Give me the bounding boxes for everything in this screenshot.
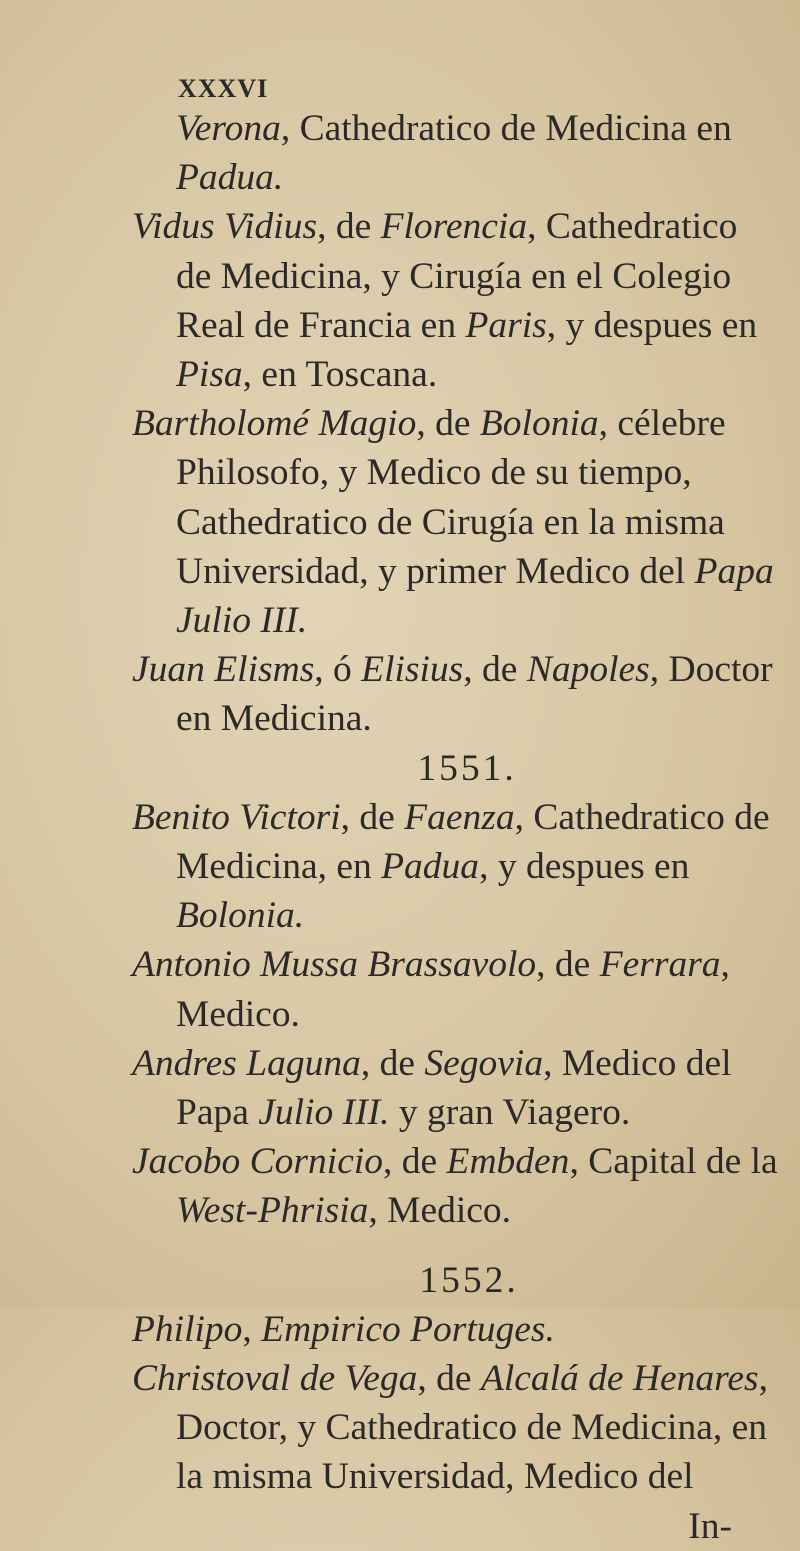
catchword: In- — [688, 1505, 732, 1547]
entry-jacobo: Jacobo Cornicio, de Embden, Capital de la West-Phrisia, Medico. — [132, 1141, 778, 1232]
year-heading-1552: 1552. — [419, 1259, 519, 1301]
page-number: XXXVI — [178, 74, 269, 103]
place-padua: Padua. — [176, 157, 284, 199]
page-text — [132, 104, 782, 1551]
place-verona: Verona — [176, 108, 281, 149]
entry-vidus: Vidus Vidius, de Florencia, Cathedratico de Medicina, y Cirugía en el Colegio Real de Francia en Paris, y despues en Pisa, en Toscana. — [132, 206, 758, 396]
entry-benito: Benito Victori, de Faenza, Cathedratico de Medicina, en Padua, y despues en Bolonia. — [132, 796, 770, 937]
entry-antonio: Antonio Mussa Brassavolo, de Ferrara, Medico. — [132, 944, 730, 1035]
entry-philipo: Philipo, Empirico Portuges. — [132, 1308, 555, 1350]
entry-bartholome: Bartholomé Magio, de Bolonia, célebre Philosofo, y Medico de su tiempo, Cathedratico de Cirugía en la misma Universidad, y primer Medico del Papa Julio III. — [132, 403, 774, 642]
entry-christoval: Christoval de Vega, de Alcalá de Henares, Doctor, y Cathedratico de Medicina, en la misma Universidad, Medico del — [132, 1358, 768, 1498]
entry-continuation: Verona, Cathedratico de Medicina en Padua. — [176, 108, 732, 199]
entry-juan: Juan Elisms, ó Elisius, de Napoles, Doctor en Medicina. — [132, 649, 773, 740]
entry-andres: Andres Laguna, de Segovia, Medico del Papa Julio III. y gran Viagero. — [132, 1042, 732, 1134]
year-heading-1551: 1551. — [417, 747, 517, 789]
